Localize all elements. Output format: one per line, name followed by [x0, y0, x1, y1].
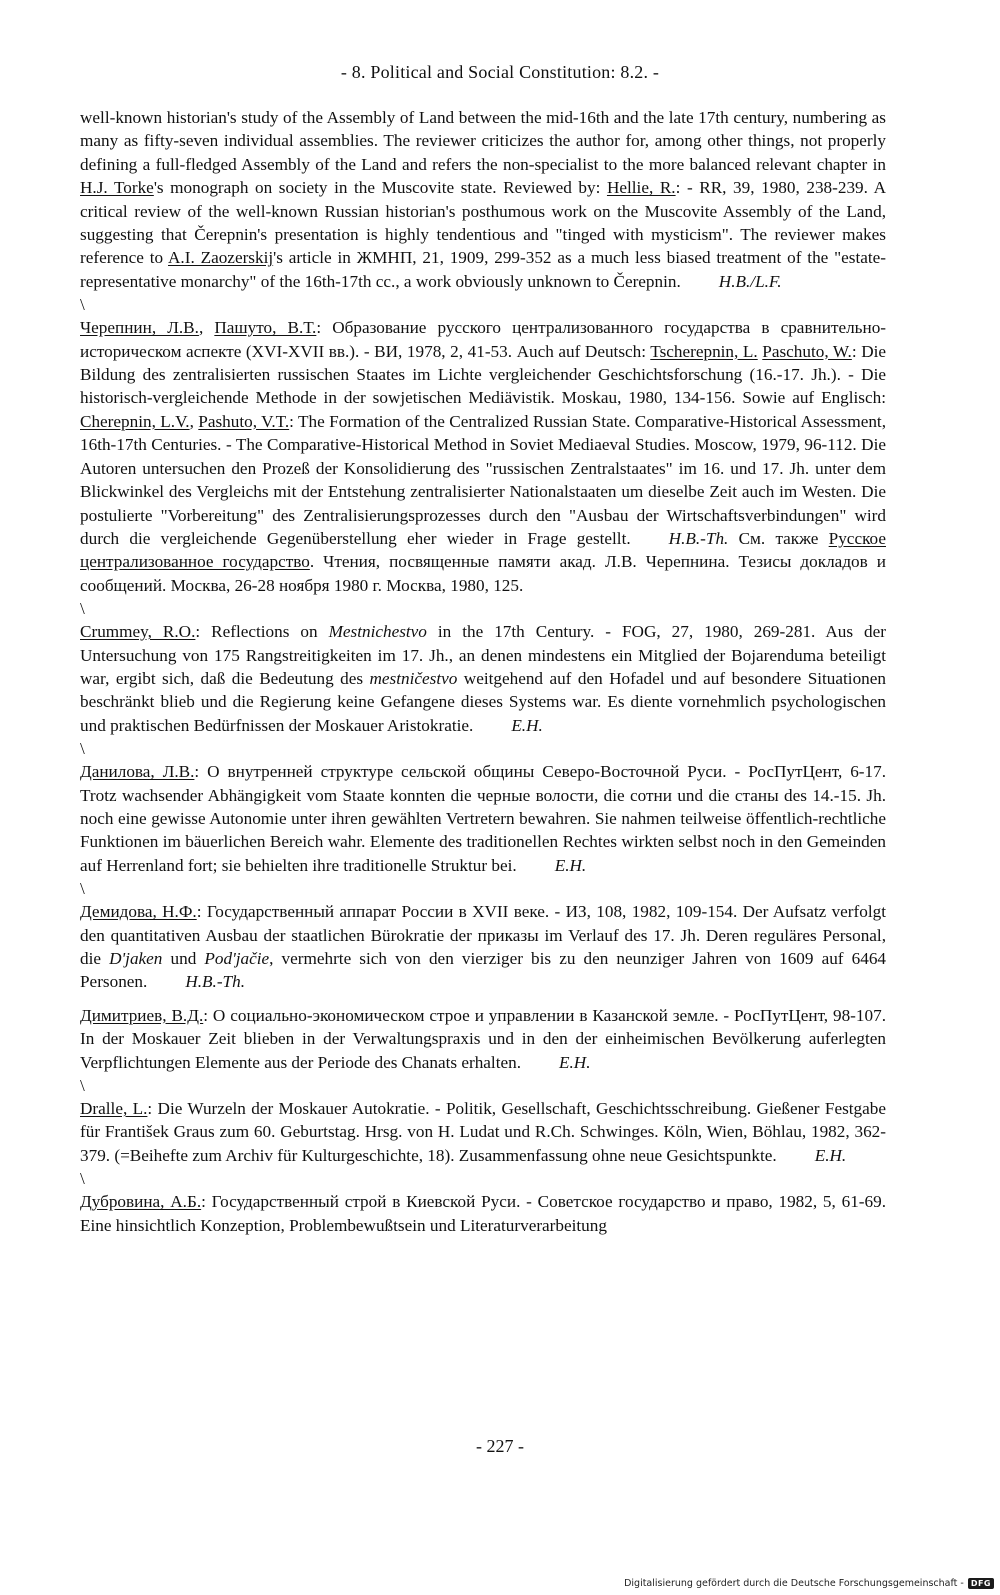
reviewer-initials: E.H.	[814, 1145, 847, 1165]
entry-author: Tscherepnin, L.	[650, 341, 758, 361]
entry-separator: \	[80, 599, 85, 619]
entry-text: und	[162, 949, 205, 968]
entry-separator: \	[80, 739, 85, 759]
entry-author: Cherepnin, L.V.	[80, 411, 190, 431]
entry-author: Paschuto, W.	[762, 341, 852, 361]
bib-entry-crummey	[80, 620, 886, 737]
entry-text: : О внутренней структуре сельской общины Северо-Восточной Руси. - РосПутЦент, 6-17. Trotz wachsender Abhängigkeit vom Staate konnten die черные волости, die сотни und die станы des 14.-15. Jh. noch eine gewisse Autonomie unter ihren gewählten Vertretern bewahren. Sie nahmen teilweise öffentlich-rechtliche Funktionen im bäuerlichen Bereich wahr. Elemente des traditionellen Rechtes wirkten selbst noch in den Gemeinden auf Herrenland fort; sie behielten ihre traditionelle Struktur bei.	[80, 762, 887, 875]
bib-entry-danilova	[80, 760, 886, 877]
page-number: - 227 -	[476, 1436, 524, 1456]
entry-text: : Образование русского централизованного государства в сравнительно-историческом аспекте (XVI-XVII вв.). - ВИ, 1978, 2, 41-53. Auch auf Deutsch:	[80, 318, 887, 361]
entry-italic-term: D'jaken	[109, 949, 163, 968]
text: : - RR, 39, 1980, 238-239. A critical review of the well-known Russian historian's posthumous work on the Muscovite Assembly of the Land, suggesting that Čerepnin's presentation is highly tendentious and "tinged with mysticism". The reviewer makes reference to	[80, 178, 886, 268]
text: well-known historian's study of the Assembly of Land between the mid-16th and the late 17th century, numbering as many as fifty-seven individual assemblies. The reviewer criticizes the author for, among other things, not properly defining a full-fledged Assembly of the Land and refers the non-specialist to the more balanced relevant chapter in	[80, 108, 886, 174]
dfg-logo-icon: DFG	[968, 1578, 994, 1589]
entry-text: . Чтения, посвященные памяти акад. Л.В. Черепнина. Тезисы докладов и сообщений. Москва, 26-28 ноября 1980 г. Москва, 1980, 125.	[80, 552, 887, 595]
running-header: - 8. Political and Social Constitution: 8.2. -	[340, 62, 660, 82]
entry-text: : Государственный строй в Киевской Руси. - Советское государство и право, 1982, 5, 61-69. Eine hinsichtlich Konzeption, Problembewußtsein und Literaturverarbeitung	[80, 1192, 886, 1235]
digitization-footer	[624, 1578, 994, 1589]
page-body	[80, 106, 886, 1237]
entry-author: Пашуто, В.Т.	[214, 318, 317, 338]
entry-text: : Die Bildung des zentralisierten russischen Staates im Lichte vergleichender Geschichtsforschung (16.-17. Jh.). - Die historisch-vergleichende Methode in der sowjetischen Mediävistik. Moskau, 1980, 134-156. Sowie auf Englisch:	[80, 341, 887, 408]
text: 's monograph on society in the Muscovite state. Reviewed by:	[153, 178, 607, 198]
entry-text: : Государственный аппарат России в XVII веке. - ИЗ, 108, 1982, 109-154. Der Aufsatz verfolgt den quantitativen Ausbau der staatlichen Bürokratie der приказы im Verlauf des 17. Jh. Deren reguläres Personal, die	[80, 902, 886, 968]
bib-entry-dubrovina	[80, 1190, 886, 1237]
see-also-ref: Русское централизованное государство	[80, 528, 886, 572]
reviewer-initials: E.H.	[511, 715, 543, 735]
reviewer-initials: H.B./L.F.	[718, 271, 782, 291]
entry-text: weitgehend auf den Hofadel und auf besondere Situationen beschränkt blieb und die Regierung keine Gefangene dieses Systems war. Es diente vornehmlich psychologischen und praktischen Bedürfnissen der Moskauer Aristokratie.	[80, 668, 886, 735]
author-ref-zaozerskij: A.I. Zaozerskij	[168, 248, 274, 268]
reviewer-initials: H.B.-Th.	[668, 528, 729, 548]
entry-separator: \	[80, 879, 85, 899]
intro-paragraph	[80, 106, 886, 293]
entry-author: Crummey, R.O.	[80, 622, 196, 642]
author-ref-hellie: Hellie, R.	[606, 178, 676, 198]
entry-author: Dralle, L.	[80, 1099, 148, 1119]
entry-text: in the 17th Century. - FOG, 27, 1980, 269-281. Aus der Untersuchung von 175 Rangstreitigkeiten im 17. Jh., an denen mindestens ein Mitglied der Bojarenduma beteiligt war, ergibt sich, daß die Bedeutung des	[80, 622, 886, 688]
entry-author: Данилова, Л.В.	[80, 762, 195, 782]
entry-separator: \	[80, 295, 85, 315]
entry-italic-term: Pod'jačie	[204, 949, 270, 968]
bib-entry-demidova	[80, 900, 886, 994]
entry-author: Димитриев, В.Д.	[80, 1005, 204, 1025]
entry-author: Демидова, Н.Ф.	[80, 902, 197, 922]
bib-entry-dimitriev	[80, 1004, 886, 1074]
entry-author: Дубровина, А.Б.	[80, 1192, 202, 1212]
entry-text: : Die Wurzeln der Moskauer Autokratie. - Politik, Gesellschaft, Geschichtsschreibung. Gießener Festgabe für František Graus zum 60. Geburtstag. Hrsg. von H. Ludat und R.Ch. Schwinges. Köln, Wien, Böhlau, 1982, 362-379. (=Beihefte zum Archiv für Kulturgeschichte, 18). Zusammenfassung ohne neue Gesichtspunkte.	[80, 1099, 886, 1165]
reviewer-initials: E.H.	[559, 1052, 591, 1072]
entry-text: : О социально-экономическом строе и управлении в Казанской земле. - РосПутЦент, 98-107. In der Moskauer Zeit blieben in der Verwaltungspraxis und in den der einheimischen Bevölkerung auferlegten Verpflichtungen Elemente aus der Periode des Chanats erhalten.	[80, 1005, 886, 1072]
reviewer-initials: E.H.	[554, 855, 587, 875]
footer-note-text: Digitalisierung gefördert durch die Deutsche Forschungsgemeinschaft -	[624, 1578, 964, 1589]
author-ref-torke: H.J. Torke	[80, 178, 154, 198]
entry-separator: \	[80, 1169, 85, 1189]
entry-text: : Reflections on	[195, 622, 329, 642]
text: 's article in ЖМНП, 21, 1909, 299-352 as a much less biased treatment of the "estate-representative monarchy" of the 16th-17th cc., a work obviously unknown to Čerepnin.	[80, 248, 887, 291]
entry-italic-term: Mestnichestvo	[328, 622, 427, 642]
entry-author: Pashuto, V.T.	[198, 411, 290, 431]
entry-text: : The Formation of the Centralized Russian State. Comparative-Historical Assessment, 16th-17th Centuries. - The Comparative-Historical Method in Soviet Mediaeval Studies. Moscow, 1979, 96-112. Die Autoren untersuchen den Prozeß der Konsolidierung des "russischen Zentralstaates" im 16. und 17. Jh. unter dem Blickwinkel des Vergleichs mit der Entstehung zentralisierter Nationalstaaten um dieselbe Zeit auch im Westen. Die postulierte "Vorbereitung" des Zentralisierungsprozesses durch den "Ausbau der Wirtschaftsverbindungen" wird durch die vergleichende Gegenüberstellung eher wieder in Frage gestellt.	[80, 411, 886, 548]
entry-italic-term: mestničestvo	[369, 668, 458, 688]
bib-entry-dralle	[80, 1097, 886, 1167]
entry-text: См. также	[728, 528, 829, 548]
bib-entry-cherepnin: Черепнин, Л.В., Пашуто, В.Т.: Образование русского централизованного государства в сравнительно-историческом аспекте (XVI-XVII вв.). - ВИ, 1978, 2, 41-53. Auch auf Deutsch: Tscherepnin, L. Paschuto, W.: Die Bildung des zentralisierten russischen Staates im Lichte vergleichender Geschichtsforschung (16.-17. Jh.). - Die historisch-vergleichende Methode in der sowjetischen Mediävistik. Moskau, 1980, 134-156. Sowie auf Englisch: Cherepnin, L.V., Pashuto, V.T.: The Formation of the Centralized Russian State. Comparative-Historical Assessment, 16th-17th Centuries. - The Comparative-Historical Method in Soviet Mediaeval Studies. Moscow, 1979, 96-112. Die Autoren untersuchen den Prozeß der Konsolidierung des "russischen Zentralstaates" im 16. und 17. Jh. unter dem Blickwinkel des Vergleichs mit der Entstehung zentralisierter Nationalstaaten um dieselbe Zeit auch im Westen. Die postulierte "Vorbereitung" des Zentralisierungsprozesses durch den "Ausbau der Wirtschaftsverbindungen" wird durch die vergleichende Gegenüberstellung eher wieder in Frage gestellt. H.B.-Th. См. также Русское централизованное государство. Чтения, посвященные памяти акад. Л.В. Черепнина. Тезисы докладов и сообщений. Москва, 26-28 ноября 1980 г. Москва, 1980, 125.	[80, 318, 887, 595]
entry-separator: \	[80, 1076, 85, 1096]
reviewer-initials: H.B.-Th.	[185, 972, 245, 992]
entry-text: , vermehrte sich von den vierziger bis zu den neunziger Jahren von 1609 auf 6464 Personen.	[80, 949, 887, 992]
entry-author: Черепнин, Л.В.	[80, 318, 199, 338]
